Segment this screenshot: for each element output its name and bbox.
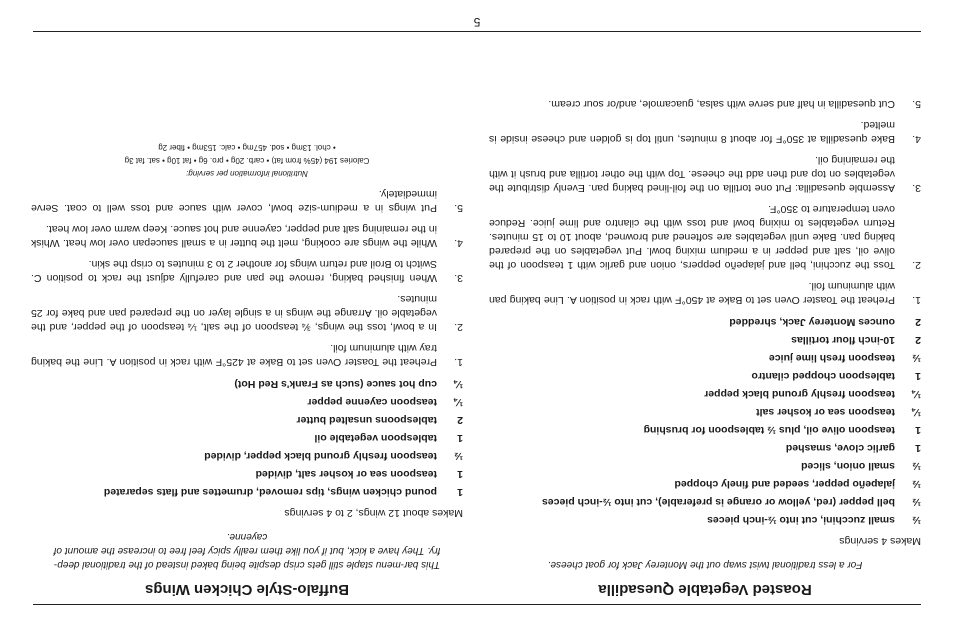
- step-item: [489, 97, 921, 111]
- step-text: Preheat the Toaster Oven set to Bake at 450°F with rack in position A. Line baking pan with aluminum foil.: [489, 280, 895, 306]
- ingredient-text: teaspoon sea or kosher salt, divided: [255, 468, 437, 480]
- ingredient-qty: ½: [912, 496, 921, 508]
- step-text: Put wings in a medium-size bowl, cover with sauce and toss well to coat. Serve immediately.: [31, 188, 437, 214]
- step-number: 1.: [912, 294, 921, 306]
- ingredient-item: [489, 513, 921, 527]
- ingredient-text: 10-inch flour tortillas: [791, 334, 895, 346]
- ingredient-qty: ¼: [454, 378, 463, 390]
- step-number: 2.: [912, 259, 921, 271]
- ingredient-text: teaspoon sea or kosher salt: [756, 406, 895, 418]
- step-text: Toss the zucchini, bell and jalapeño peppers, onion and garlic with 1 teaspoon of the olive oil, salt and pepper in a medium mixing bowl. Put vegetables on the prepared baking pan. Bake until vegetables are softened and browned, about 10 to 15 minutes. Return vegetables to mixing bowl and toss with the cilantro and lime juice. Reduce oven temperature to 350°F.: [489, 203, 895, 271]
- step-item: [31, 292, 463, 334]
- step-text: Assemble quesadilla: Put one tortilla on the foil-lined baking pan. Evenly distribute the vegetables on top and then add the cheese. Top with the other tortilla and brush it with the remaining oil.: [489, 154, 895, 194]
- ingredient-text: tablespoons unsalted butter: [296, 414, 437, 426]
- step-item: [489, 153, 921, 195]
- ingredient-item: [489, 441, 921, 455]
- step-item: [31, 257, 463, 285]
- step-item: [489, 202, 921, 272]
- nutrition-info: [31, 141, 463, 180]
- ingredient-item: [489, 459, 921, 473]
- recipe-intro: This bar-menu staple still gets crisp despite being baked instead of the traditional deep-fry. They have a kick, but if you like them really spicy feel free to increase the amount of cayenne.: [53, 531, 441, 570]
- bottom-rule: [33, 31, 921, 32]
- ingredient-qty: ½: [912, 514, 921, 526]
- ingredient-item: [489, 477, 921, 491]
- step-item: [31, 222, 463, 250]
- ingredient-text: pound chicken wings, tips removed, drumettes and flats separated: [103, 486, 437, 498]
- ingredient-text: teaspoon cayenne pepper: [307, 396, 437, 408]
- ingredient-text: small zucchini, cut into ½-inch pieces: [707, 514, 895, 526]
- ingredient-text: jalapeño pepper, seeded and finely chopped: [674, 478, 895, 490]
- ingredient-item: [31, 485, 463, 499]
- ingredient-text: teaspoon fresh lime juice: [768, 352, 895, 364]
- recipe-title: Buffalo-Style Chicken Wings: [144, 581, 350, 598]
- servings-text: Makes about 12 wings, 2 to 4 servings: [284, 507, 463, 519]
- ingredient-qty: 1: [457, 468, 463, 480]
- step-number: 4.: [454, 237, 463, 249]
- ingredient-qty: 2: [457, 414, 463, 426]
- ingredient-item: [31, 395, 463, 409]
- step-number: 4.: [912, 133, 921, 145]
- ingredient-list: [489, 315, 921, 527]
- ingredient-qty: 2: [915, 334, 921, 346]
- step-text: Bake quesadilla at 350°F for about 8 minutes, until top is golden and cheese inside is melted.: [489, 119, 895, 145]
- ingredient-item: [489, 315, 921, 329]
- nutrition-line: Calories 194 (45% from fat) • carb. 20g • pro. 6g • fat 10g • sat. fat 3g: [124, 156, 370, 165]
- step-text: When finished baking, remove the pan and carefully adjust the rack to position C. Switch to Broil and return wings for another 2 to 3 minutes to crisp the skin.: [31, 258, 437, 284]
- ingredient-text: ounces Monterey Jack, shredded: [729, 316, 895, 328]
- step-number: 5.: [912, 98, 921, 110]
- ingredient-item: [489, 351, 921, 365]
- ingredient-text: cup hot sauce (such as Frank's Red Hot): [234, 378, 437, 390]
- ingredient-text: small onion, sliced: [801, 460, 895, 472]
- step-item: [31, 341, 463, 369]
- ingredient-item: [489, 423, 921, 437]
- ingredient-text: teaspoon freshly ground black pepper, divided: [204, 450, 437, 462]
- ingredient-qty: 1: [915, 370, 921, 382]
- nutrition-label: Nutritional information per serving:: [186, 169, 308, 178]
- ingredient-item: [31, 377, 463, 391]
- ingredient-qty: 1: [915, 424, 921, 436]
- step-number: 3.: [912, 182, 921, 194]
- step-text: Preheat the Toaster Oven set to Bake at 425°F with rack in position A. Line the baking tray with aluminum foil.: [31, 342, 437, 368]
- ingredient-item: [489, 387, 921, 401]
- ingredient-qty: ½: [912, 478, 921, 490]
- step-list: [489, 97, 921, 307]
- ingredient-text: teaspoon olive oil, plus ½ tablespoon for brushing: [643, 424, 895, 436]
- ingredient-qty: ½: [454, 450, 463, 462]
- ingredient-item: [31, 431, 463, 445]
- ingredient-text: garlic clove, smashed: [785, 442, 895, 454]
- step-text: While the wings are cooking, melt the butter in a small saucepan over low heat. Whisk in the remaining salt and pepper, cayenne and hot sauce. Keep warm over low heat.: [31, 223, 437, 249]
- ingredient-qty: ½: [912, 460, 921, 472]
- ingredient-list: [31, 377, 463, 499]
- ingredient-qty: 1: [915, 442, 921, 454]
- quesadilla-recipe: [489, 90, 921, 598]
- ingredient-item: [31, 467, 463, 481]
- ingredient-text: bell pepper (red, yellow or orange is preferable), cut into ½-inch pieces: [541, 496, 895, 508]
- recipe-title: Roasted Vegetable Quesadilla: [598, 581, 812, 598]
- ingredient-text: tablespoon chopped cilantro: [751, 370, 895, 382]
- nutrition-line: • chol. 13mg • sod. 457mg • calc. 153mg • fiber 2g: [158, 143, 336, 152]
- ingredient-qty: 1: [457, 486, 463, 498]
- ingredient-qty: ¼: [912, 388, 921, 400]
- ingredient-item: [489, 333, 921, 347]
- step-text: Cut quesadilla in half and serve with salsa, guacamole, and/or sour cream.: [548, 98, 895, 110]
- step-number: 1.: [454, 356, 463, 368]
- chicken-wings-recipe: [31, 141, 463, 598]
- ingredient-text: teaspoon freshly ground black pepper: [704, 388, 895, 400]
- step-number: 3.: [454, 272, 463, 284]
- step-item: [489, 118, 921, 146]
- ingredient-text: tablespoon vegetable oil: [314, 432, 437, 444]
- ingredient-qty: 1: [457, 432, 463, 444]
- ingredient-item: [31, 413, 463, 427]
- page-number: 5: [473, 15, 481, 29]
- ingredient-item: [489, 495, 921, 509]
- ingredient-qty: ½: [912, 352, 921, 364]
- step-number: 5.: [454, 202, 463, 214]
- ingredient-item: [31, 449, 463, 463]
- step-number: 2.: [454, 321, 463, 333]
- servings-text: Makes 4 servings: [839, 535, 921, 547]
- top-rule: [33, 604, 921, 605]
- step-list: [31, 187, 463, 369]
- ingredient-qty: ¼: [912, 406, 921, 418]
- ingredient-qty: 2: [915, 316, 921, 328]
- ingredient-item: [489, 369, 921, 383]
- recipe-intro: For a less traditional twist swap out the Monterey Jack for goat cheese.: [547, 559, 863, 570]
- step-item: [31, 187, 463, 215]
- step-item: [489, 279, 921, 307]
- step-text: In a bowl, toss the wings, ¾ teaspoon of the salt, ¼ teaspoon of the pepper, and the vegetable oil. Arrange the wings in a single layer on the prepared pan and bake for 25 minutes.: [31, 293, 437, 333]
- ingredient-qty: ¼: [454, 396, 463, 408]
- ingredient-item: [489, 405, 921, 419]
